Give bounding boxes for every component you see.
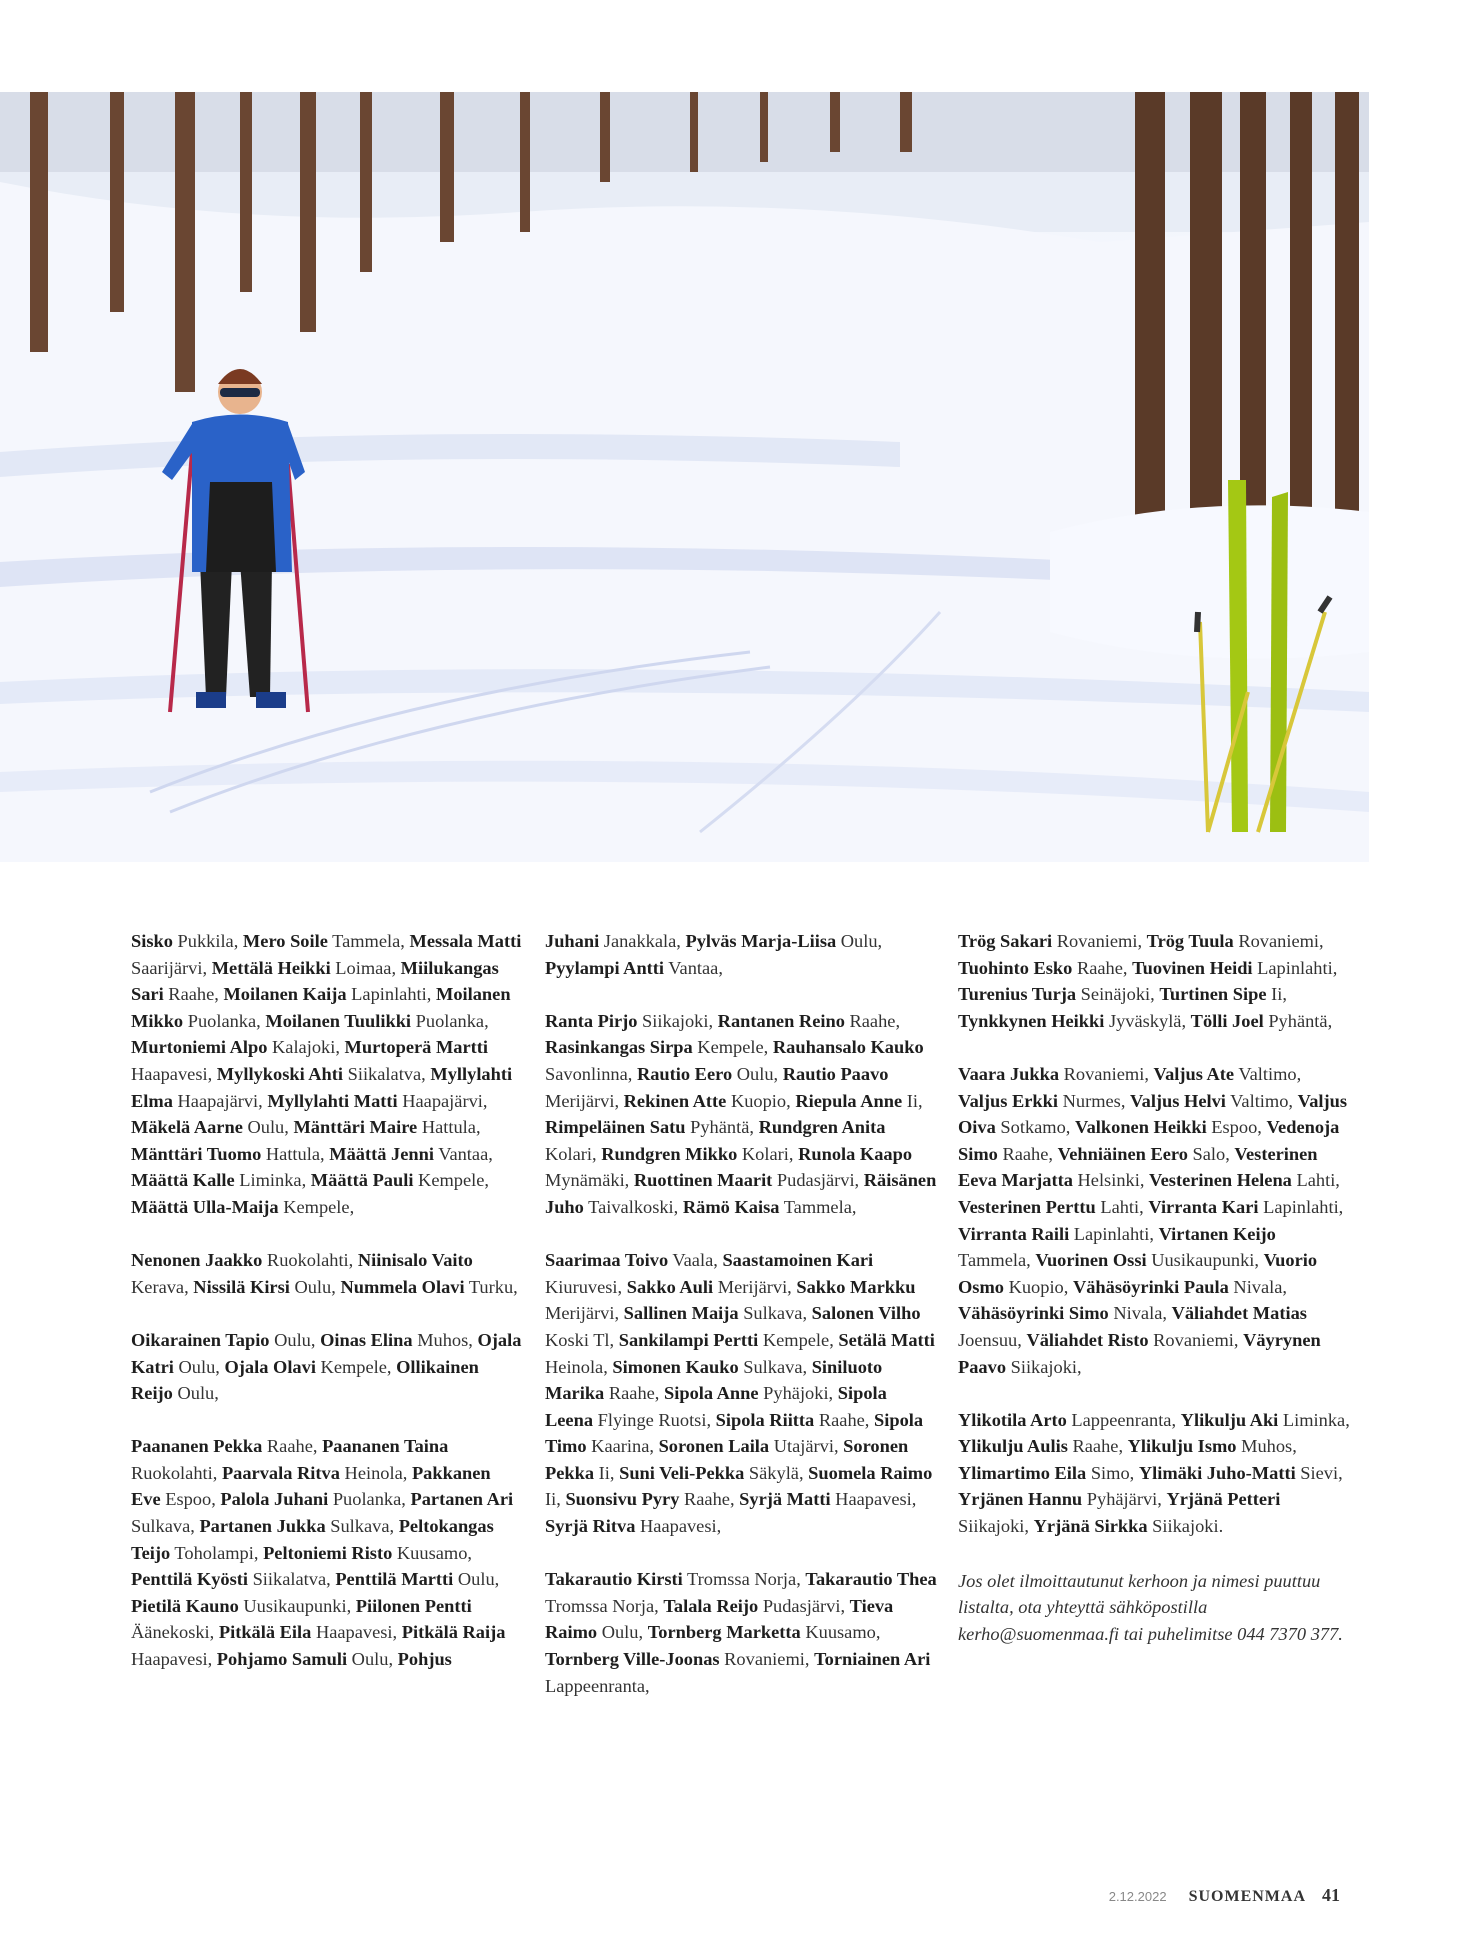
member-name: Mettälä Heikki (211, 957, 331, 978)
member-name: Määttä Pauli (310, 1170, 414, 1191)
member-name: Sipola Leena (545, 1383, 887, 1430)
member-place: Turku, (464, 1276, 518, 1297)
member-name: Ylimartimo Eila (958, 1462, 1087, 1483)
member-name: Rantanen Reino (717, 1010, 845, 1031)
member-name: Suomela Raimo (808, 1462, 933, 1483)
member-place: Raahe, (262, 1436, 323, 1457)
member-name: Penttilä Kyösti (131, 1569, 248, 1590)
member-name: Nissilä Kirsi (193, 1276, 290, 1297)
member-place: Kolari, (545, 1143, 602, 1164)
member-name: Saarimaa Toivo (545, 1250, 669, 1271)
paragraph (958, 928, 1350, 1034)
member-place: Kerava, (131, 1276, 194, 1297)
member-place: Kempele, (413, 1170, 490, 1191)
member-name: Suonsivu Pyry (565, 1489, 680, 1510)
member-place: Mynämäki, (545, 1170, 634, 1191)
page-number: 41 (1322, 1885, 1340, 1905)
member-name: Myllylahti Matti (267, 1090, 398, 1111)
member-place: Siikalatva, (343, 1063, 431, 1084)
member-place: Lapinlahti, (1258, 1196, 1344, 1217)
member-name: Syrjä Matti (739, 1489, 831, 1510)
member-place: Puolanka, (183, 1010, 266, 1031)
member-name: Rundgren Mikko (601, 1143, 738, 1164)
member-name: Vesterinen Helena (1149, 1170, 1292, 1191)
member-place: Lapinlahti, (1252, 957, 1338, 978)
member-name: Sakko Auli (626, 1276, 714, 1297)
member-place: Pudasjärvi, (772, 1170, 864, 1191)
member-place: Raahe, (844, 1010, 901, 1031)
member-name: Väliahdet Risto (1026, 1329, 1149, 1350)
member-place: Tammela, (958, 1250, 1036, 1271)
member-place: Sotkamo, (995, 1117, 1075, 1138)
member-name: Väyrynen Paavo (958, 1329, 1321, 1377)
member-place: Merijärvi, (713, 1276, 797, 1297)
member-place: Kiuruvesi, (545, 1276, 627, 1297)
member-place: Kaarina, (586, 1436, 659, 1457)
member-name: Myllykoski Ahti (216, 1063, 344, 1084)
paragraph (545, 1247, 937, 1540)
member-name: Vähäsöyrinki Simo (958, 1303, 1109, 1324)
member-name: Vesterinen Perttu (958, 1196, 1096, 1217)
member-name: Moilanen Mikko (131, 984, 511, 1031)
member-name: Piilonen Pentti (355, 1595, 472, 1616)
member-place: Utajärvi, (769, 1436, 844, 1457)
member-place: Jyväskylä, (1104, 1010, 1191, 1031)
member-name: Ylimäki Juho-Matti (1138, 1462, 1296, 1483)
member-place: Rovaniemi, (1059, 1063, 1154, 1084)
member-name: Mero Soile (242, 931, 328, 951)
member-place: Kempele, (315, 1356, 397, 1377)
member-place: Lappeenranta, (545, 1675, 650, 1696)
member-place: Kuopio, (1003, 1276, 1073, 1297)
member-place: Sulkava, (325, 1516, 399, 1537)
paragraph (545, 1008, 937, 1221)
member-name: Mäkelä Aarne (131, 1117, 243, 1138)
member-name: Määttä Jenni (329, 1143, 434, 1164)
member-place: Haapavesi, (131, 1649, 217, 1670)
member-name: Räisänen Juho (545, 1170, 937, 1217)
member-name: Paananen Taina (322, 1436, 449, 1457)
member-place: Heinola, (545, 1356, 613, 1377)
member-place: Oulu, (836, 931, 883, 951)
member-name: Setälä Matti (838, 1329, 935, 1350)
paragraph (131, 1433, 523, 1672)
member-place: Raahe, (1067, 1436, 1128, 1457)
member-name: Tölli Joel (1190, 1010, 1264, 1031)
member-place: Puolanka, (411, 1010, 489, 1031)
member-name: Turenius Turja (958, 984, 1077, 1005)
member-place: Säkylä, (744, 1462, 809, 1483)
member-name: Vesterinen Eeva Marjatta (958, 1143, 1318, 1191)
member-place: Kempele, (692, 1037, 773, 1058)
member-place: Hattula, (261, 1143, 330, 1164)
member-place: Ii, (902, 1090, 923, 1111)
member-place: Nurmes, (1058, 1090, 1131, 1111)
member-place: Helsinki, (1072, 1170, 1150, 1191)
member-name: Messala Matti (409, 931, 522, 951)
member-place: Flyinge Ruotsi, (593, 1409, 716, 1430)
member-place: Oulu, (242, 1117, 294, 1138)
member-name: Pakkanen Eve (131, 1462, 491, 1510)
member-place: Oulu, (732, 1063, 783, 1084)
member-name: Valkonen Heikki (1075, 1117, 1207, 1138)
member-place: Kalajoki, (267, 1037, 345, 1058)
member-name: Siniluoto Marika (545, 1356, 883, 1404)
member-name: Valjus Oiva (958, 1090, 1348, 1138)
member-place: Kempele, (278, 1196, 355, 1217)
member-place: Puolanka, (328, 1489, 411, 1510)
member-name: Ylikulju Ismo (1127, 1436, 1237, 1457)
member-name: Yrjänen Hannu (958, 1489, 1083, 1510)
member-name: Vuorio Osmo (958, 1250, 1318, 1297)
member-place: Sulkava, (738, 1356, 812, 1377)
member-place: Haapavesi, (635, 1516, 722, 1537)
member-name: Väliahdet Matias (1171, 1303, 1307, 1324)
member-name: Simonen Kauko (612, 1356, 739, 1377)
member-name: Saastamoinen Kari (722, 1250, 874, 1271)
member-name: Ranta Pirjo (545, 1010, 638, 1031)
member-place: Muhos, (412, 1329, 478, 1350)
member-name: Rundgren Anita (758, 1117, 886, 1138)
member-name: Rimpeläinen Satu (545, 1117, 686, 1138)
paragraph (958, 1061, 1350, 1380)
member-name: Sipola Anne (664, 1383, 759, 1404)
member-name: Tieva Raimo (545, 1595, 894, 1643)
member-place: Sulkava, (131, 1516, 200, 1537)
member-place: Kuopio, (726, 1090, 796, 1111)
member-place: Tromssa Norja, (682, 1569, 806, 1590)
member-place: Rovaniemi, (1233, 931, 1324, 951)
member-place: Seinäjoki, (1076, 984, 1160, 1005)
member-name: Pylväs Marja-Liisa (685, 931, 837, 951)
member-place: Haapavesi, (311, 1622, 402, 1643)
member-name: Nummela Olavi (340, 1276, 465, 1297)
member-name: Murtoperä Martti (344, 1037, 489, 1058)
member-place: Pyhäntä, (1263, 1010, 1333, 1031)
member-name: Määttä Kalle (131, 1170, 235, 1191)
member-name: Rämö Kaisa (682, 1196, 780, 1217)
magazine-name: SUOMENMAA (1188, 1888, 1306, 1905)
paragraph (131, 1327, 523, 1407)
member-name: Moilanen Kaija (223, 984, 347, 1005)
page-footer (1100, 1885, 1340, 1906)
member-place: Koski Tl, (545, 1329, 619, 1350)
member-place: Rovaniemi, (1148, 1329, 1244, 1350)
member-name: Rauhansalo Kauko (772, 1037, 924, 1058)
member-name: Turtinen Sipe (1159, 984, 1267, 1005)
member-name: Valjus Ate (1153, 1063, 1235, 1084)
member-name: Mänttäri Tuomo (131, 1143, 262, 1164)
member-place: Raahe, (997, 1143, 1058, 1164)
member-place: Uusikaupunki, (238, 1595, 356, 1616)
member-name: Yrjänä Petteri (1166, 1489, 1281, 1510)
member-place: Rovaniemi, (719, 1649, 815, 1670)
member-place: Ii, (594, 1462, 620, 1483)
member-name: Pitkälä Eila (218, 1622, 312, 1643)
member-name: Rekinen Atte (623, 1090, 727, 1111)
paragraph (958, 1407, 1350, 1540)
member-place: Raahe, (814, 1409, 874, 1430)
member-name: Pohjamo Samuli (216, 1649, 348, 1670)
member-name: Takarautio Thea (805, 1569, 937, 1590)
member-place: Merijärvi, (545, 1090, 624, 1111)
member-place: Pudasjärvi, (758, 1595, 850, 1616)
member-place: Haapavesi, (830, 1489, 917, 1510)
member-place: Vantaa, (664, 957, 723, 978)
member-place: Pyhäjärvi, (1082, 1489, 1167, 1510)
member-place: Kolari, (737, 1143, 799, 1164)
member-name: Pohjus (397, 1649, 452, 1670)
paragraph (131, 928, 523, 1221)
member-name: Vedenoja Simo (958, 1117, 1340, 1164)
member-place: Ii, (1266, 984, 1287, 1005)
member-place: Oulu, (269, 1329, 321, 1350)
member-name: Ojala Katri (131, 1329, 522, 1377)
member-name: Ruottinen Maarit (633, 1170, 773, 1191)
member-place: Lapinlahti, (346, 984, 436, 1005)
issue-date: 2.12.2022 (1108, 1889, 1167, 1904)
member-place: Raahe, (163, 984, 224, 1005)
member-place: Oulu, (347, 1649, 398, 1670)
member-place: Pyhäjoki, (758, 1383, 838, 1404)
member-name: Soronen Pekka (545, 1436, 909, 1483)
member-name: Syrjä Ritva (545, 1516, 636, 1537)
member-place: Lappeenranta, (1066, 1409, 1181, 1430)
member-place: Savonlinna, (545, 1063, 637, 1084)
member-place: Espoo, (160, 1489, 221, 1510)
member-place: Toholampi, (170, 1542, 264, 1563)
member-name: Riepula Anne (795, 1090, 903, 1111)
member-place: Ruokolahti, (131, 1462, 222, 1483)
member-place: Taivalkoski, (583, 1196, 683, 1217)
member-place: Siikalatva, (247, 1569, 336, 1590)
member-name: Trög Tuula (1146, 931, 1234, 951)
member-place: Haapavesi, (131, 1063, 217, 1084)
member-name: Torniainen Ari (814, 1649, 931, 1670)
member-place: Sievi, (1295, 1462, 1343, 1483)
member-place: Siikajoki. (1147, 1516, 1224, 1537)
member-name: Ojala Olavi (224, 1356, 316, 1377)
member-place: Salo, (1187, 1143, 1235, 1164)
member-name: Sallinen Maija (623, 1303, 739, 1324)
member-name: Niinisalo Vaito (357, 1250, 473, 1271)
member-name: Paananen Pekka (131, 1436, 263, 1457)
member-name: Virranta Kari (1148, 1196, 1259, 1217)
member-name: Nenonen Jaakko (131, 1250, 263, 1271)
member-place: Simo, (1086, 1462, 1139, 1483)
member-name: Tornberg Ville-Joonas (545, 1649, 720, 1670)
member-place: Kuusamo, (392, 1542, 472, 1563)
member-place: Kuusamo, (800, 1622, 881, 1643)
contact-note: Jos olet ilmoittautunut kerhoon ja nimesi puuttuu listalta, ota yhteyttä sähköpostilla kerho@suomenmaa.fi tai puhelimitse 044 7370 377. (958, 1570, 1343, 1644)
paragraph (545, 928, 937, 981)
member-name: Runola Kaapo (798, 1143, 913, 1164)
member-name: Oikarainen Tapio (131, 1329, 270, 1350)
member-name: Virranta Raili (958, 1223, 1070, 1244)
member-name: Juhani (545, 931, 600, 951)
member-place: Haapajärvi, (172, 1090, 268, 1111)
member-name: Sankilampi Pertti (618, 1329, 759, 1350)
member-name: Partanen Jukka (199, 1516, 326, 1537)
member-place: Loimaa, (330, 957, 401, 978)
paragraph (545, 1566, 937, 1699)
member-place: Oulu, (173, 1356, 225, 1377)
member-place: Oulu, (597, 1622, 648, 1643)
member-name: Mänttäri Maire (293, 1117, 418, 1138)
member-place: Liminka, (234, 1170, 311, 1191)
member-place: Tammela, (327, 931, 410, 951)
member-place: Espoo, (1206, 1117, 1267, 1138)
member-name: Vaara Jukka (958, 1063, 1060, 1084)
name-column-3 (958, 928, 1350, 1674)
member-name: Sipola Timo (545, 1409, 924, 1457)
member-place: Valtimo, (1234, 1063, 1302, 1084)
member-name: Pyylampi Antti (545, 957, 665, 978)
member-name: Virtanen Keijo (1158, 1223, 1276, 1244)
member-place: Haapajärvi, (397, 1090, 488, 1111)
member-name: Sipola Riitta (715, 1409, 815, 1430)
member-name: Tuohinto Esko (958, 957, 1073, 978)
member-name: Määttä Ulla-Maija (131, 1196, 279, 1217)
member-place: Siikajoki, (1006, 1356, 1082, 1377)
member-name: Partanen Ari (410, 1489, 514, 1510)
member-place: Rovaniemi, (1052, 931, 1147, 951)
member-name: Yrjänä Sirkka (1033, 1516, 1148, 1537)
paragraph (131, 1247, 523, 1300)
member-place: Janakkala, (599, 931, 686, 951)
member-name: Sakko Markku (796, 1276, 916, 1297)
member-name: Suni Veli-Pekka (619, 1462, 745, 1483)
member-name: Takarautio Kirsti (545, 1569, 683, 1590)
member-name: Ylikotila Arto (958, 1409, 1067, 1430)
member-name: Trög Sakari (958, 931, 1053, 951)
member-place: Liminka, (1278, 1409, 1350, 1430)
member-place: Oulu, (453, 1569, 500, 1590)
member-name: Penttilä Martti (335, 1569, 454, 1590)
member-place: Merijärvi, (545, 1303, 624, 1324)
member-place: Siikajoki, (637, 1010, 718, 1031)
member-place: Oulu, (172, 1383, 219, 1404)
member-name: Paarvala Ritva (221, 1462, 340, 1483)
member-place: Raahe, (604, 1383, 664, 1404)
member-place: Tammela, (779, 1196, 857, 1217)
member-name: Vuorinen Ossi (1035, 1250, 1147, 1271)
member-name: Talala Reijo (663, 1595, 759, 1616)
member-name: Sisko (131, 931, 173, 951)
member-place: Muhos, (1236, 1436, 1297, 1457)
member-place: Heinola, (339, 1462, 412, 1483)
member-place: Sulkava, (738, 1303, 812, 1324)
member-place: Nivala, (1108, 1303, 1172, 1324)
member-name: Murtoniemi Alpo (131, 1037, 268, 1058)
member-name: Tornberg Marketta (647, 1622, 801, 1643)
skiing-photo (0, 92, 1369, 862)
member-place: Nivala, (1228, 1276, 1288, 1297)
member-name: Ylikulju Aki (1180, 1409, 1279, 1430)
member-name: Valjus Helvi (1130, 1090, 1226, 1111)
member-place: Tromssa Norja, (545, 1595, 664, 1616)
member-name: Moilanen Tuulikki (265, 1010, 412, 1031)
member-name: Tuovinen Heidi (1132, 957, 1253, 978)
member-name: Tynkkynen Heikki (958, 1010, 1105, 1031)
member-place: Lahti, (1291, 1170, 1340, 1191)
member-name: Ollikainen Reijo (131, 1356, 479, 1404)
member-place: Ruokolahti, (262, 1250, 358, 1271)
name-column-2 (545, 928, 937, 1726)
member-name: Peltokangas Teijo (131, 1516, 494, 1563)
member-name: Rautio Eero (636, 1063, 733, 1084)
member-place: Raahe, (1072, 957, 1133, 978)
member-place: Hattula, (417, 1117, 481, 1138)
member-place: Lapinlahti, (1069, 1223, 1159, 1244)
member-place: Pukkila, (172, 931, 243, 951)
member-name: Salonen Vilho (811, 1303, 921, 1324)
member-name: Rautio Paavo (782, 1063, 889, 1084)
member-name: Peltoniemi Risto (263, 1542, 393, 1563)
member-place: Joensuu, (958, 1329, 1027, 1350)
member-place: Saarijärvi, (131, 957, 212, 978)
member-name: Vehniäinen Eero (1057, 1143, 1188, 1164)
member-place: Pyhäntä, (685, 1117, 759, 1138)
member-place: Raahe, (679, 1489, 740, 1510)
member-name: Pietilä Kauno (131, 1595, 239, 1616)
member-place: Vantaa, (433, 1143, 493, 1164)
member-name: Vähäsöyrinki Paula (1072, 1276, 1229, 1297)
member-place: Ii, (545, 1489, 566, 1510)
member-name: Pitkälä Raija (401, 1622, 506, 1643)
member-place: Äänekoski, (131, 1622, 219, 1643)
member-name: Rasinkangas Sirpa (545, 1037, 693, 1058)
name-column-1 (131, 928, 523, 1699)
member-name: Myllylahti Elma (131, 1063, 513, 1111)
member-name: Soronen Laila (658, 1436, 770, 1457)
member-name: Valjus Erkki (958, 1090, 1058, 1111)
member-place: Valtimo, (1225, 1090, 1298, 1111)
member-name: Miilukangas Sari (131, 957, 499, 1005)
member-name: Ylikulju Aulis (958, 1436, 1068, 1457)
member-place: Oulu, (289, 1276, 341, 1297)
snow-forest-illustration (0, 92, 1369, 862)
member-place: Lahti, (1095, 1196, 1149, 1217)
member-name: Palola Juhani (220, 1489, 329, 1510)
member-place: Kempele, (758, 1329, 839, 1350)
member-place: Vaala, (668, 1250, 723, 1271)
member-place: Siikajoki, (958, 1516, 1034, 1537)
member-name: Oinas Elina (320, 1329, 413, 1350)
member-place: Uusikaupunki, (1146, 1250, 1264, 1271)
